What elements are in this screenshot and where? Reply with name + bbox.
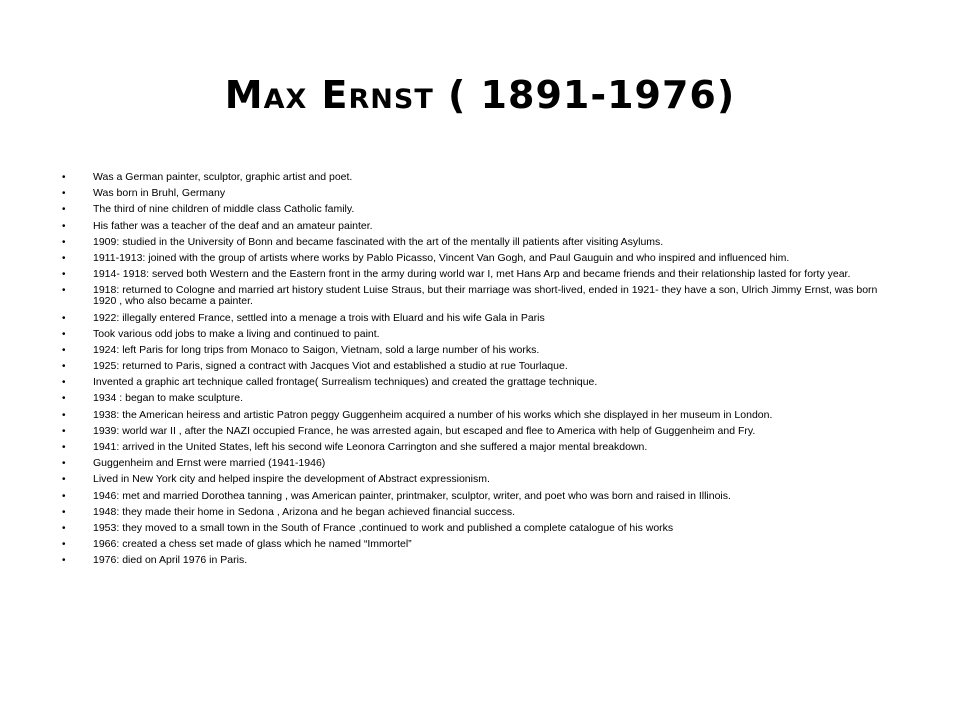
- slide-title: Max Ernst ( 1891-1976): [224, 73, 736, 117]
- bullet-dot-icon: •: [62, 252, 66, 264]
- bullet-text: Was a German painter, sculptor, graphic artist and poet.: [93, 171, 353, 183]
- bullet-dot-icon: •: [62, 409, 66, 421]
- bullet-text: 1976: died on April 1976 in Paris.: [93, 554, 248, 567]
- bullet-item: [60, 253, 890, 264]
- bullet-text: Guggenheim and Ernst were married (1941-1946): [93, 457, 326, 470]
- bullet-dot-icon: •: [62, 269, 66, 281]
- bullet-item: [60, 539, 890, 550]
- bullet-item: [60, 361, 890, 372]
- bullet-text: 1941: arrived in the United States, left his second wife Leonora Carrington and she suffered a major mental breakdown.: [93, 441, 648, 453]
- bullet-dot-icon: •: [62, 312, 66, 324]
- bullet-dot-icon: •: [62, 490, 66, 502]
- bullet-item: [60, 313, 890, 324]
- bullet-item: [60, 442, 890, 453]
- bullet-dot-icon: •: [62, 539, 66, 551]
- bullet-dot-icon: •: [62, 204, 66, 216]
- bullet-item: [60, 458, 890, 469]
- bullet-dot-icon: •: [62, 285, 66, 297]
- bullet-item: [60, 507, 890, 518]
- bullet-item: [60, 188, 890, 199]
- bullet-item: [60, 204, 890, 215]
- bullet-text: 1909: studied in the University of Bonn and became fascinated with the art of the mentally ill patients after visiting Asylums.: [93, 235, 664, 248]
- bullet-item: [60, 329, 890, 340]
- bullet-item: [60, 393, 890, 404]
- bullet-text: Lived in New York city and helped inspire the development of Abstract expressionism.: [93, 473, 490, 486]
- bullet-dot-icon: •: [62, 442, 66, 453]
- bullet-item: [60, 237, 890, 248]
- bullet-item: [60, 221, 890, 232]
- bullet-text: 1934 : began to make sculpture.: [93, 392, 244, 405]
- bullet-text: 1924: left Paris for long trips from Monaco to Saigon, Vietnam, sold a large number of his works.: [93, 343, 540, 356]
- bullet-dot-icon: •: [62, 377, 66, 389]
- bullet-text: 1922: illegally entered France, settled into a menage a trois with Eluard and his wife Gala in Paris: [93, 311, 545, 324]
- bullet-text: 1946: met and married Dorothea tanning , was American painter, printmaker, sculptor, writer, and poet who was born and raised in Illinois.: [93, 489, 731, 502]
- bullet-text: Invented a graphic art technique called frontage( Surrealism techniques) and created the grattage technique.: [93, 376, 598, 389]
- bullet-dot-icon: •: [62, 188, 66, 200]
- bullet-text: 1918: returned to Cologne and married art history student Luise Straus, but their marriage was short-lived, ended in 1921- they have a son, Ulrich Jimmy Ernst, was born 1920 , who also became a painter.: [93, 284, 878, 308]
- bullet-dot-icon: •: [62, 220, 66, 232]
- bullet-dot-icon: •: [62, 361, 66, 373]
- bullet-item: [60, 172, 890, 183]
- bullet-dot-icon: •: [62, 506, 66, 518]
- bullet-item: [60, 345, 890, 356]
- bullet-dot-icon: •: [62, 393, 66, 405]
- bullet-dot-icon: •: [62, 344, 66, 356]
- bullet-item: [60, 377, 890, 388]
- bullet-item: [60, 555, 890, 566]
- bullet-text: 1953: they moved to a small town in the South of France ,continued to work and published a complete catalogue of his works: [93, 521, 674, 534]
- bullet-text: 1925: returned to Paris, signed a contract with Jacques Viot and established a studio at rue Tourlaque.: [93, 360, 568, 373]
- bullet-dot-icon: •: [62, 555, 66, 567]
- bullet-text: 1966: created a chess set made of glass which he named “Immortel”: [93, 538, 412, 551]
- bullet-text: 1939: world war II , after the NAZI occupied France, he was arrested again, but escaped and flee to America with help of Guggenheim and Fry.: [93, 424, 756, 437]
- bullet-item: [60, 426, 890, 437]
- bullet-list: [60, 172, 890, 572]
- bullet-text: His father was a teacher of the deaf and an amateur painter.: [93, 219, 373, 232]
- bullet-dot-icon: •: [62, 522, 66, 534]
- bullet-text: 1911-1913: joined with the group of artists where works by Pablo Picasso, Vincent Van Gogh, and Paul Gauguin and who inspired and influenced him.: [93, 251, 790, 264]
- bullet-dot-icon: •: [62, 236, 66, 248]
- bullet-item: [60, 285, 890, 307]
- bullet-item: [60, 491, 890, 502]
- bullet-text: 1948: they made their home in Sedona , Arizona and he began achieved financial success.: [93, 505, 516, 518]
- bullet-dot-icon: •: [62, 425, 66, 437]
- bullet-text: 1938: the American heiress and artistic Patron peggy Guggenheim acquired a number of his works which she displayed in her museum in London.: [93, 408, 773, 421]
- bullet-item: [60, 474, 890, 485]
- bullet-text: Was born in Bruhl, Germany: [93, 187, 226, 200]
- bullet-text: The third of nine children of middle class Catholic family.: [93, 203, 355, 216]
- bullet-dot-icon: •: [62, 328, 66, 340]
- bullet-item: [60, 269, 890, 280]
- bullet-dot-icon: •: [62, 474, 66, 486]
- bullet-item: [60, 523, 890, 534]
- bullet-dot-icon: •: [62, 458, 66, 470]
- bullet-text: 1914- 1918: served both Western and the Eastern front in the army during world war I, met Hans Arp and became friends and their relationship lasted for forty year.: [93, 268, 851, 281]
- bullet-dot-icon: •: [62, 172, 66, 183]
- bullet-item: [60, 410, 890, 421]
- bullet-text: Took various odd jobs to make a living and continued to paint.: [93, 327, 380, 340]
